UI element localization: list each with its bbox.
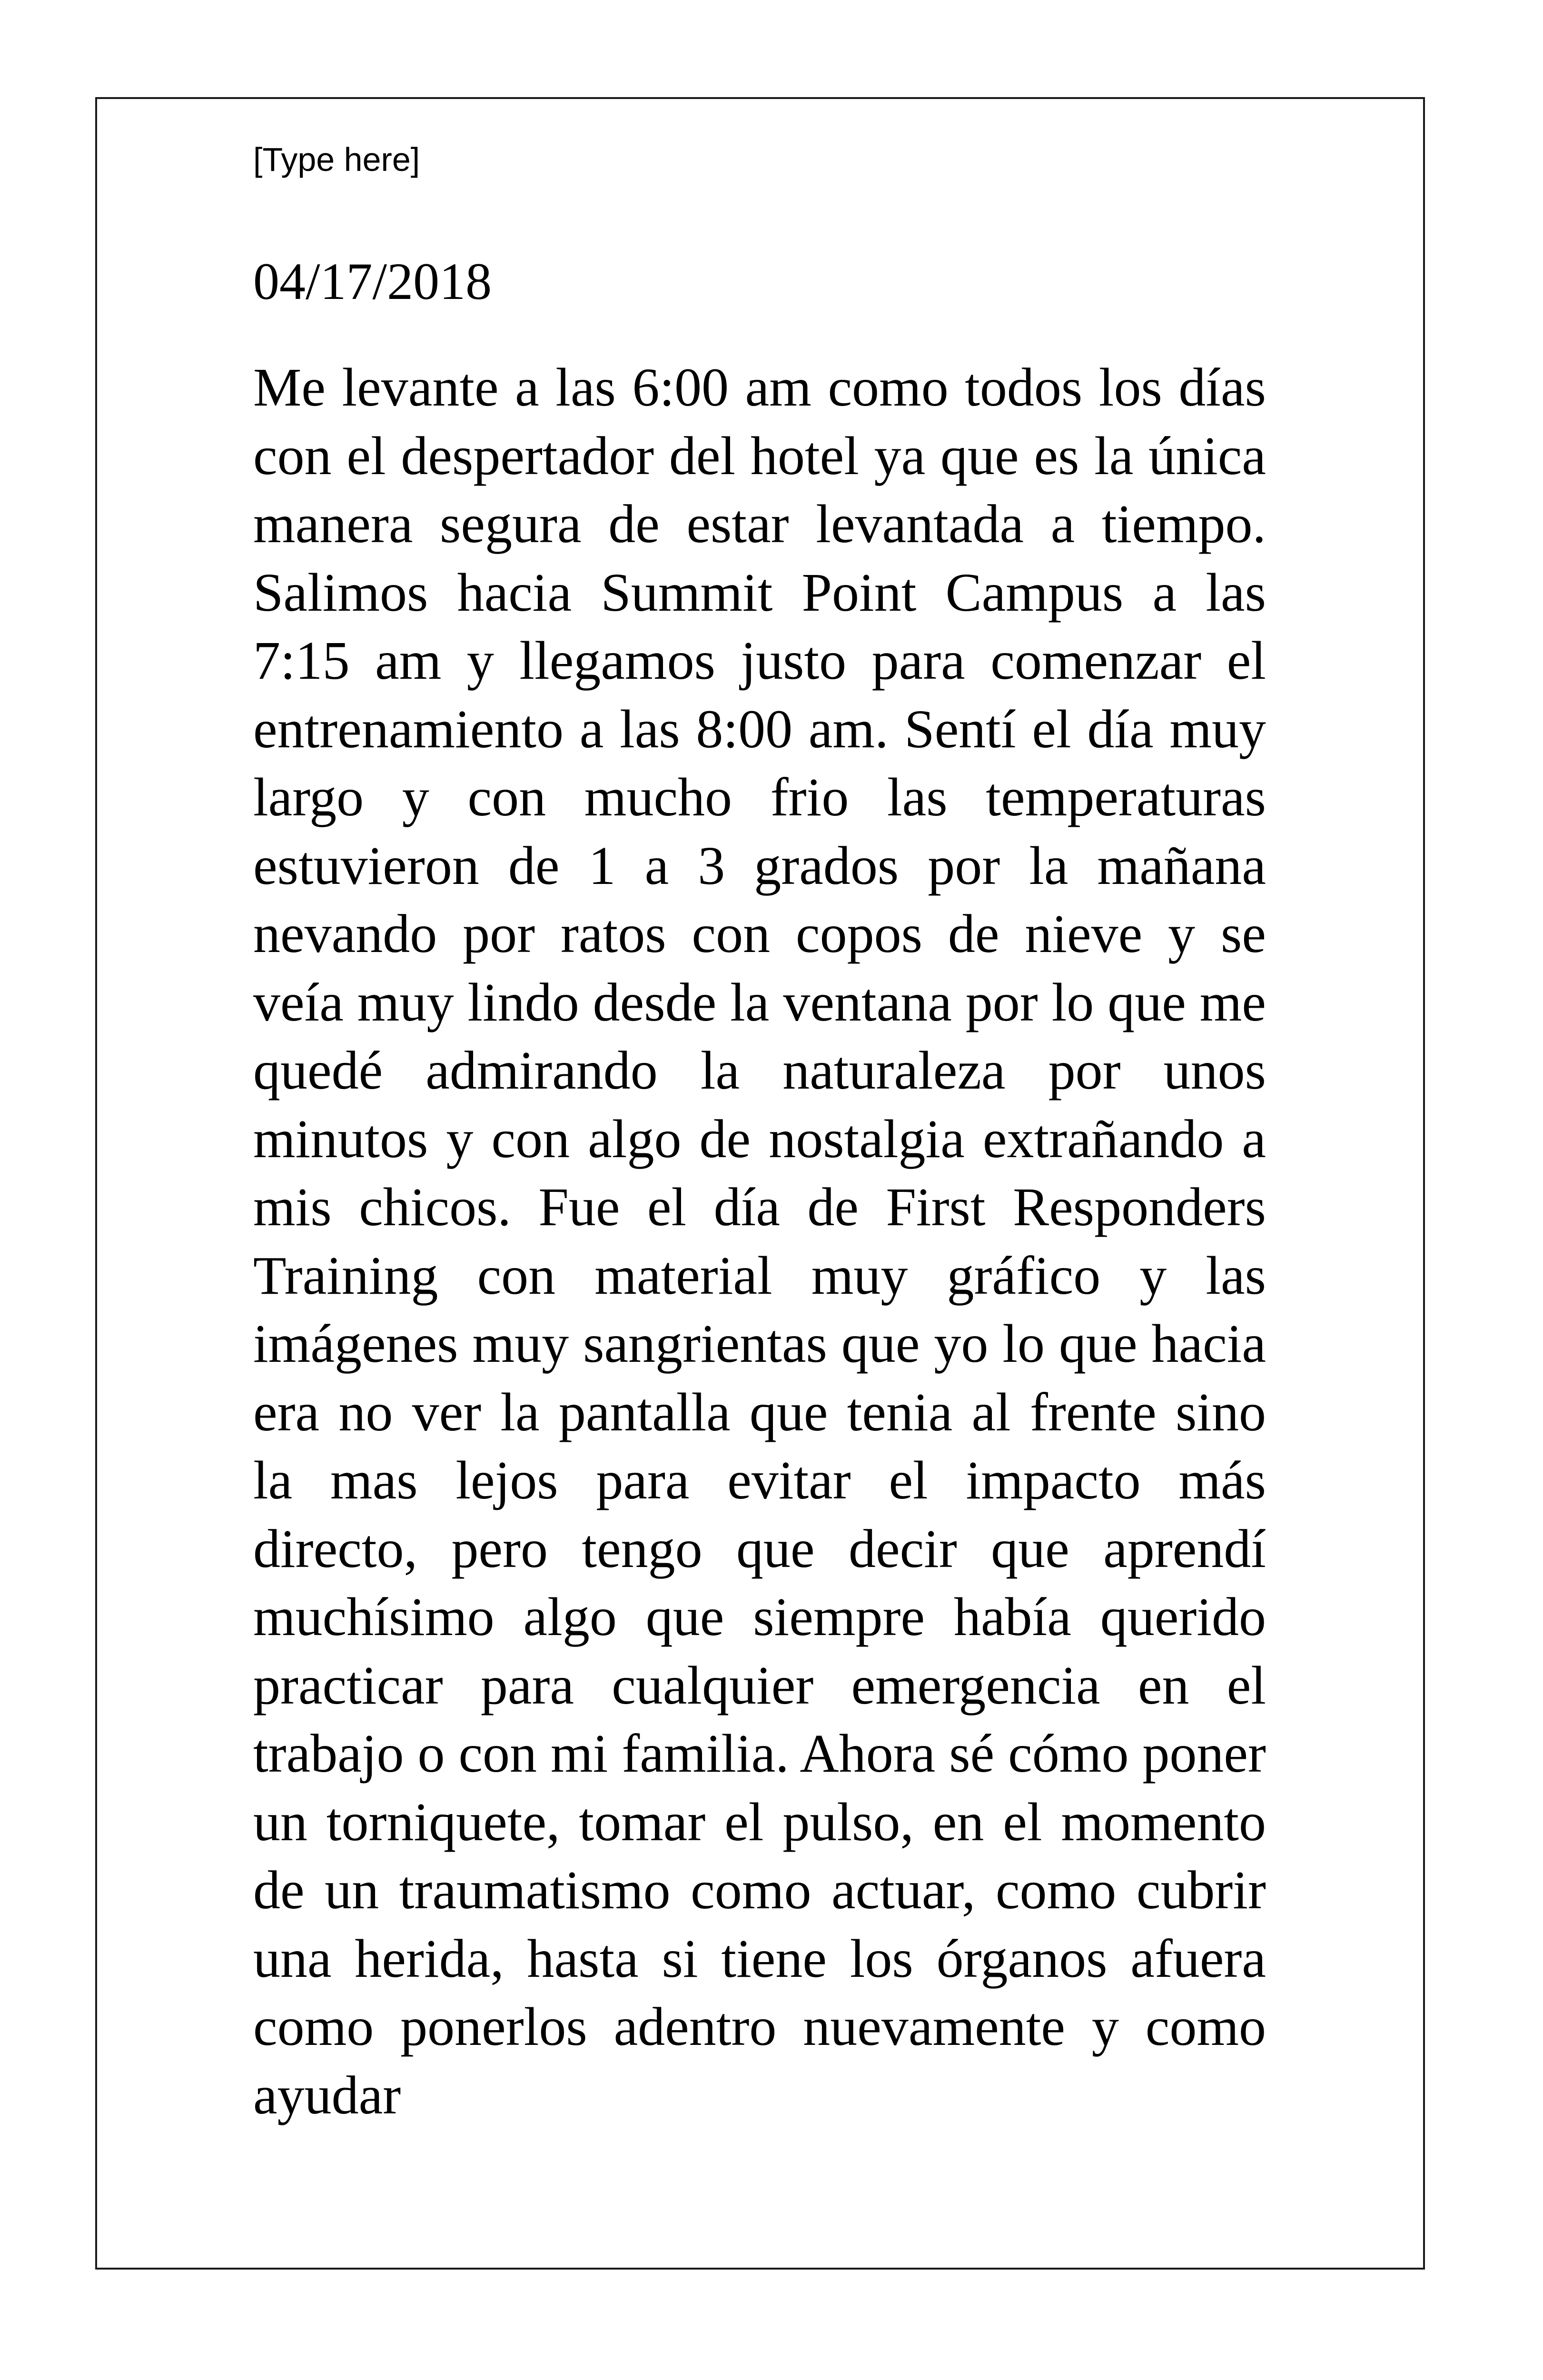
journal-body-paragraph: Me levante a las 6:00 am como todos los días con el despertador del hotel ya que es la única manera segura de estar levantada a tiempo. Salimos hacia Summit Point Campus a las 7:15 am y llegamos justo para comenzar el entrenamiento a las 8:00 am. Sentí el día muy largo y con mucho frio las temperaturas estuvieron de 1 a 3 grados por la mañana nevando por ratos con copos de nieve y se veía muy lindo desde la ventana por lo que me quedé admirando la naturaleza por unos minutos y con algo de nostalgia extrañando a mis chicos. Fue el día de First Responders Training con material muy gráfico y las imágenes muy sangrientas que yo lo que hacia era no ver la pantalla que tenia al frente sino la mas lejos para evitar el impacto más directo, pero tengo que decir que aprendí muchísimo algo que siempre había querido practicar para cualquier emergencia en el trabajo o con mi familia. Ahora sé cómo poner un torniquete, tomar el pulso, en el momento de un traumatismo como actuar, como cubrir una herida, hasta si tiene los órganos afuera como ponerlos adentro nuevamente y como ayudar bbox=[253, 357, 1266, 2125]
journal-date: 04/17/2018 bbox=[253, 252, 492, 310]
header-placeholder[interactable]: [Type here] bbox=[253, 141, 420, 178]
